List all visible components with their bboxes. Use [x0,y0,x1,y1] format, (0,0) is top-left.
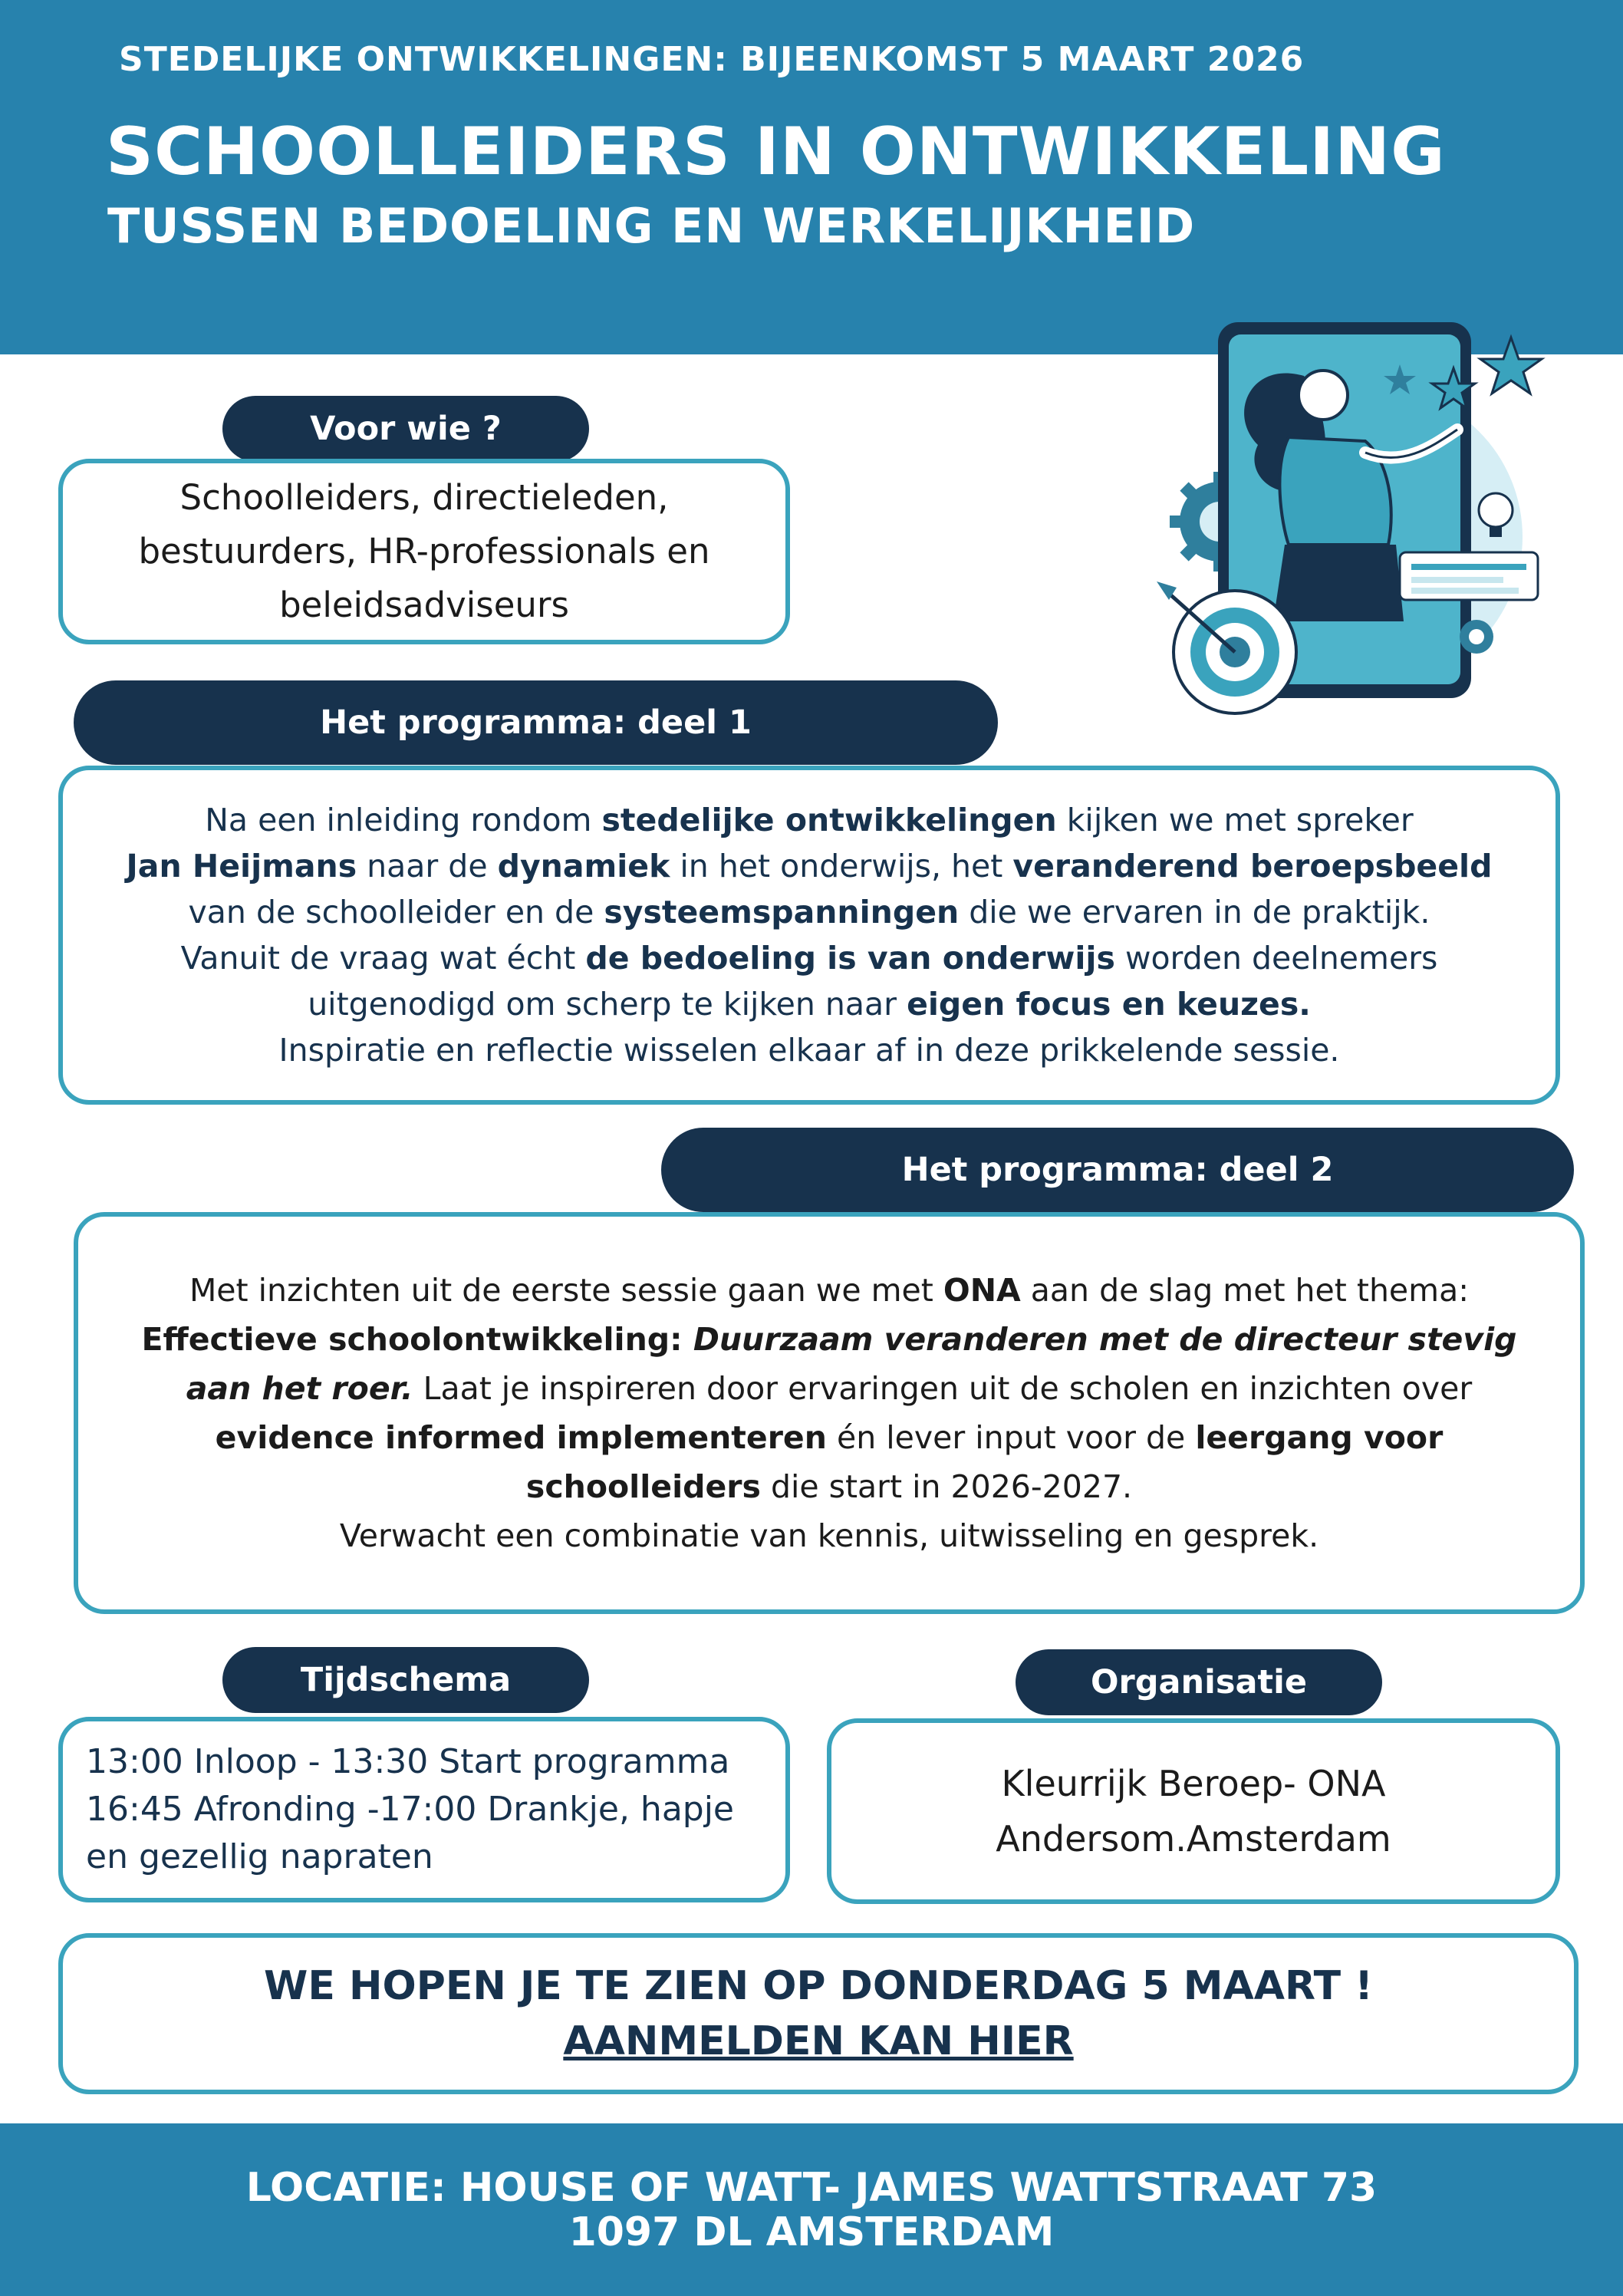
organisation-label-pill [1016,1649,1382,1715]
program1-box [58,766,1560,1105]
woman-tablet-illustration-icon [1135,315,1565,729]
location-line-2: 1097 DL AMSTERDAM [568,2209,1055,2255]
program2-paragraph: Met inzichten uit de eerste sessie gaan we met ONA aan de slag met het thema: Effectieve schoolontwikkeling: Duurzaam veranderen met de directeur stevig aan het roer. Laat je inspireren door ervaringen uit de scholen en inzichten over evidence informed implementeren én lever input voor de leergang voor schoolleiders die start in 2026-2027. Verwacht een combinatie van kennis, uitwisseling en gesprek. [141,1272,1517,1554]
register-link[interactable]: AANMELDEN KAN HIER [563,2018,1074,2064]
page-title: SCHOOLLEIDERS IN ONTWIKKELING [106,114,1446,190]
program2-box [74,1212,1585,1614]
program1-paragraph: Na een inleiding rondom stedelijke ontwikkelingen kijken we met spreker Jan Heijmans naar de dynamiek in het onderwijs, het veranderend beroepsbeeld van de schoolleider en de systeemspanningen die we ervaren in de praktijk. Vanuit de vraag wat écht de bedoeling is van onderwijs worden deelnemers uitgenodigd om scherp te kijken naar eigen focus en keuzes. Inspiratie en reflectie wisselen elkaar af in deze prikkelende sessie. [126,802,1493,1069]
header-banner [0,0,1623,354]
who-label-pill [222,396,589,462]
organisation-line-2: Andersom.Amsterdam [996,1818,1391,1860]
who-line-1: Schoolleiders, directieleden, [179,477,669,518]
program2-label-pill [661,1128,1574,1212]
organisation-label: Organisatie [1091,1663,1307,1701]
small-gear-icon [1460,620,1493,654]
cta-text: WE HOPEN JE TE ZIEN OP DONDERDAG 5 MAART ! [264,1963,1373,2009]
schedule-label: Tijdschema [300,1661,512,1699]
who-line-3: beleidsadviseurs [279,585,569,625]
program2-label: Het programma: deel 2 [901,1151,1334,1189]
event-eyebrow: STEDELIJKE ONTWIKKELINGEN: BIJEENKOMST 5 MAART 2026 [119,40,1305,79]
location-footer [0,2123,1623,2296]
page-subtitle: TUSSEN BEDOELING EN WERKELIJKHEID [107,198,1196,254]
cta-box [58,1933,1579,2094]
schedule-box [58,1717,790,1902]
program1-label: Het programma: deel 1 [320,703,752,742]
who-box [58,459,790,644]
location-line-1: LOCATIE: HOUSE OF WATT- JAMES WATTSTRAAT 73 [245,2164,1378,2211]
who-line-2: bestuurders, HR-professionals en [138,531,710,572]
program1-label-pill [74,680,998,765]
schedule-line-2: 16:45 Afronding -17:00 Drankje, hapje [86,1790,735,1829]
organisation-line-1: Kleurrijk Beroep- ONA [1001,1763,1386,1804]
schedule-line-1: 13:00 Inloop - 13:30 Start programma [86,1742,730,1781]
organisation-box [827,1718,1560,1904]
who-label: Voor wie ? [310,410,502,448]
schedule-line-3: en gezellig napraten [86,1837,433,1876]
schedule-label-pill [222,1647,589,1713]
